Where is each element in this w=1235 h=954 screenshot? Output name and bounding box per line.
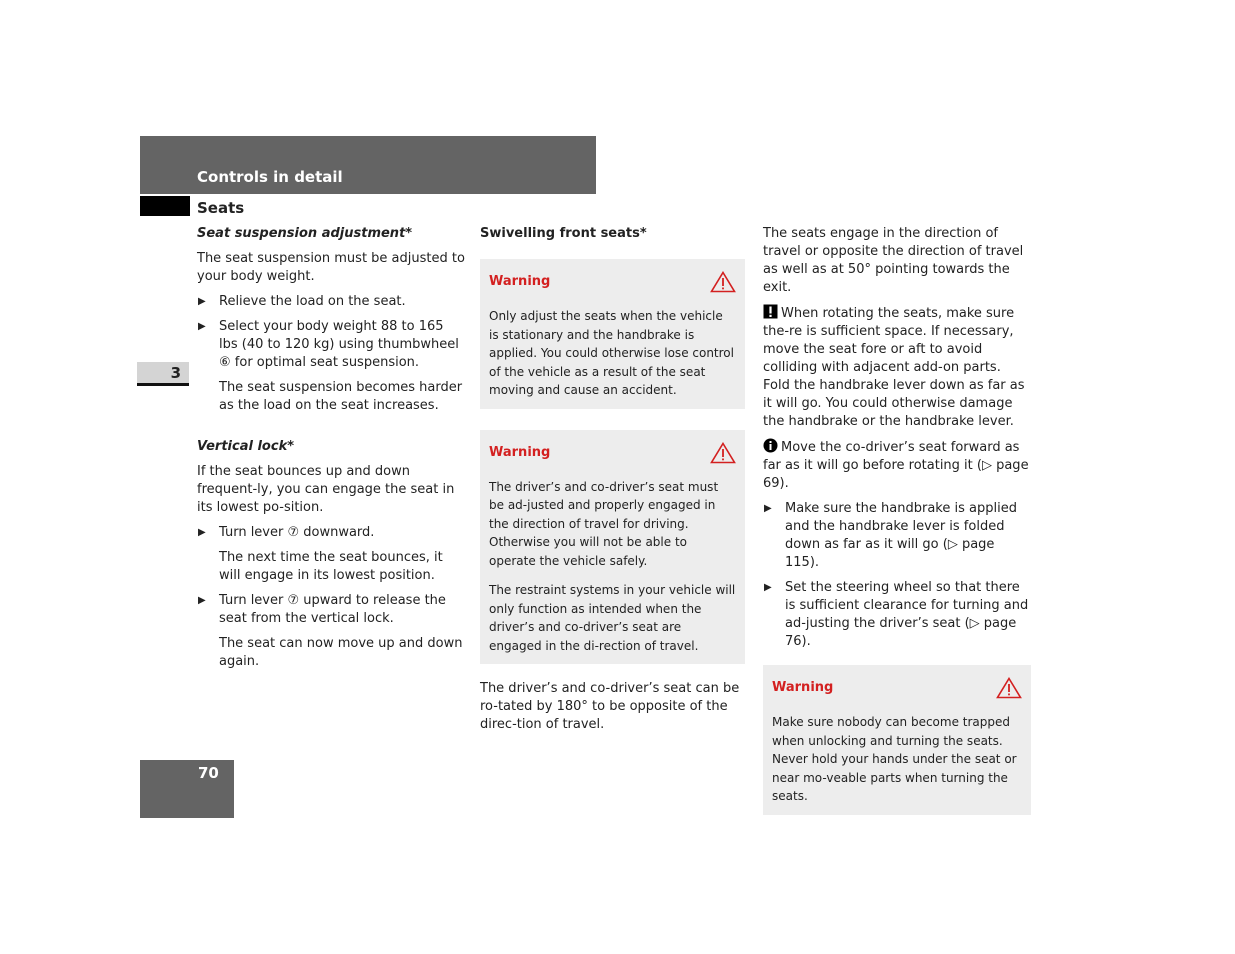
subheading-swivelling-seats: Swivelling front seats* [480, 226, 647, 241]
step-item [197, 318, 465, 372]
info-icon [763, 438, 778, 453]
exclamation-icon [763, 304, 778, 319]
step-result: The seat can now move up and down again. [219, 636, 463, 669]
warning-triangle-icon [710, 271, 736, 293]
step-text: Make sure the handbrake is applied and the handbrake lever is folded down as far as it will go (▷ page 115). [785, 501, 1017, 570]
chapter-tab [137, 362, 189, 386]
step-item [763, 579, 1031, 651]
warning-text: Make sure nobody can become trapped when unlocking and turning the seats. Never hold your hands under the seat or near mo-veable parts when turning the seats. [772, 715, 1017, 803]
step-item [197, 592, 465, 628]
column-middle [480, 225, 745, 741]
step-item [763, 500, 1031, 572]
section-marker [140, 196, 190, 216]
step-item [197, 293, 465, 311]
warning-box [480, 259, 745, 409]
column-right [763, 225, 1031, 836]
section-title: Seats [197, 199, 245, 217]
info-paragraph [763, 438, 1031, 493]
page-number: 70 [198, 764, 219, 782]
step-arrow-icon: ▶ [764, 503, 772, 514]
step-text: Relieve the load on the seat. [219, 294, 406, 309]
warning-triangle-icon [710, 442, 736, 464]
warning-label: Warning [772, 680, 834, 695]
step-arrow-icon: ▶ [198, 595, 206, 606]
step-result: The next time the seat bounces, it will engage in its lowest position. [219, 550, 443, 583]
chapter-title: Controls in detail [197, 168, 343, 186]
warning-text: Only adjust the seats when the vehicle is stationary and the handbrake is applied. You could otherwise lose control of the vehicle as a result of the seat moving and cause an accident. [489, 309, 734, 397]
warning-box [763, 665, 1031, 815]
paragraph: The seats engage in the direction of travel or opposite the direction of travel as well as at 50° pointing towards the exit. [763, 226, 1024, 295]
step-result: The seat suspension becomes harder as the load on the seat increases. [219, 380, 463, 413]
warning-label: Warning [489, 274, 551, 289]
step-text: Select your body weight 88 to 165 lbs (40 to 120 kg) using thumbwheel ⑥ for optimal seat suspension. [219, 319, 459, 370]
warning-box [480, 430, 745, 665]
step-arrow-icon: ▶ [198, 527, 206, 538]
chapter-number: 3 [170, 364, 181, 382]
step-arrow-icon: ▶ [198, 296, 206, 307]
subheading-vertical-lock: Vertical lock* [197, 439, 295, 454]
note-paragraph: Fold the handbrake lever down as far as it will go. You could otherwise damage the handbrake or the handbrake lever. [763, 378, 1025, 429]
paragraph: If the seat bounces up and down frequent-ly, you can engage the seat in its lowest po-sition. [197, 464, 455, 515]
page-number-box [140, 760, 234, 818]
step-text: Turn lever ⑦ upward to release the seat from the vertical lock. [219, 593, 446, 626]
note-paragraph [763, 304, 1031, 377]
warning-text: The driver’s and co-driver’s seat must be ad-justed and properly engaged in the direction of travel for driving. Otherwise you will not be able to operate the vehicle safely. [489, 479, 719, 568]
info-text: Move the co-driver’s seat forward as far as it will go before rotating it (▷ page 69). [763, 440, 1029, 491]
warning-label: Warning [489, 444, 551, 460]
step-arrow-icon: ▶ [198, 321, 206, 332]
warning-text: The restraint systems in your vehicle will only function as intended when the driver’s and co-driver’s seat are engaged in the di-rection of travel. [489, 583, 736, 653]
subheading-seat-suspension: Seat suspension adjustment* [197, 226, 413, 241]
note-text: When rotating the seats, make sure the-re is sufficient space. If necessary, move the seat fore or aft to avoid colliding with adjacent add-on parts. [763, 306, 1015, 375]
step-text: Turn lever ⑦ downward. [219, 525, 375, 540]
column-left [197, 225, 465, 678]
warning-triangle-icon [996, 677, 1022, 699]
step-item [197, 524, 465, 542]
step-arrow-icon: ▶ [764, 582, 772, 593]
step-text: Set the steering wheel so that there is sufficient clearance for turning and ad-justing the driver’s seat (▷ page 76). [785, 580, 1029, 649]
paragraph: The driver’s and co-driver’s seat can be ro-tated by 180° to be opposite of the direc-tion of travel. [480, 681, 740, 732]
paragraph: The seat suspension must be adjusted to your body weight. [197, 251, 465, 284]
